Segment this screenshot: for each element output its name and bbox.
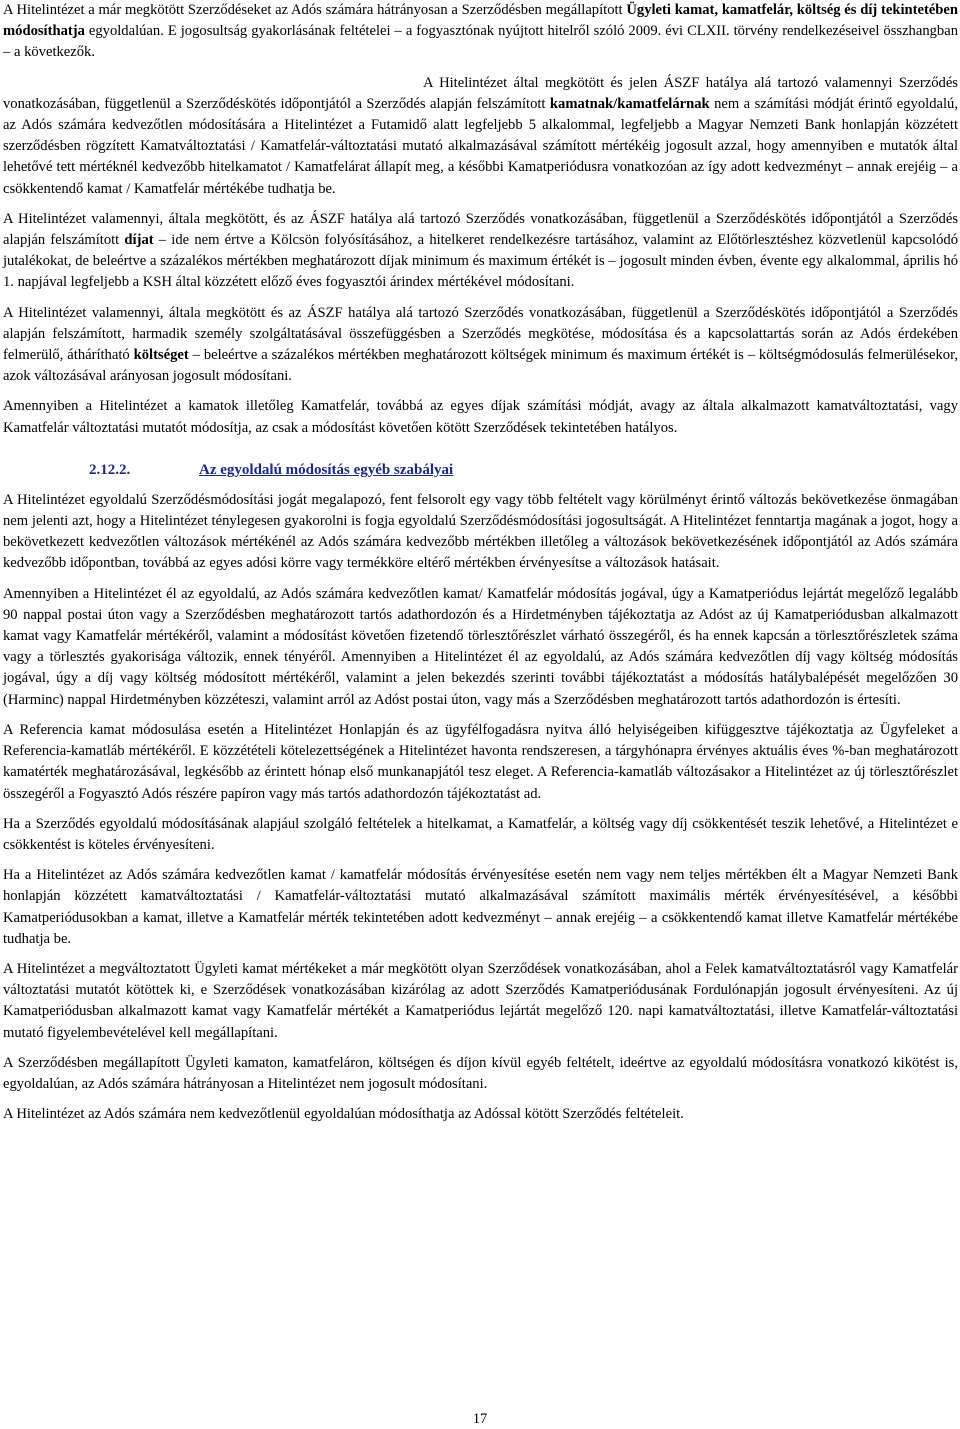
paragraph-fee-modification [3, 209, 958, 294]
paragraph-interest-modification [3, 73, 958, 200]
paragraph-reference-rate: A Referencia kamat módosulása esetén a Hitelintézet Honlapján és az ügyfélfogadásra nyitva álló helyiségeiben kifüggesztve tájékoztatja az Ügyfeleket a Referencia-kamatláb mértékéről. E közzétételi kötelezettségének a Hitelintézet havonta rendszeresen, a tárgyhónapra érvényes aktuális éves %-ban meghatározott kamatérték meghatározásával, legkésőbb az érintett hónap első munkanapjától tesz eleget. A Referencia-kamatláb változásakor a Hitelintézet az új törlesztőrészlet összegéről a Fogyasztó Adós részére papíron vagy más tartós adathordozón tájékoztatást ad. [3, 721, 958, 802]
paragraph-unilateral-modification-intro [3, 0, 958, 64]
paragraph-cost-modification [3, 303, 958, 388]
section-heading [3, 459, 958, 481]
text-run: – ide nem értve a Kölcsön folyósításához, a hitelkeret rendelkezésre tartásához, valamint az Előtörlesztéshez közvetlenül kapcsolódó jutalékokat, de beleértve a százalékos mértékben meghatározott díjak minimum és maximum értékét is – jogosult minden évben, évente egy alkalommal, április hó 1. napjával legfeljebb a KSH által közzétett előző éves fogyasztói árindex mértékével módosítani. [3, 232, 958, 291]
text-run: nem a számítási módját érintő egyoldalú, az Adós számára kedvezőtlen módosítására a Hitelintézet a Futamidő alatt legfeljebb 5 alkalommal, legfeljebb a Magyar Nemzeti Bank honlapján közzétett szerződésben rögzített Kamatváltoztatási / Kamatfelár-változtatási mutató alkalmazásával számított mértékéig jogosult azzal, hogy amennyiben e mutatók által lehetővé tett mértéknél kedvezőbb hitelkamatot / Kamatfelárat állapít meg, a későbbi Kamatperiódusra vonatkozóan az így adott kedvezményt – annak erejéig – a csökkentendő kamat / Kamatfelár mértékébe tudhatja be. [3, 95, 958, 197]
text-run: A Hitelintézet valamennyi, általa megkötött, és az ÁSZF hatálya alá tartozó Szerződés vonatkozásában, függetlenül a Szerződéskötés időpontjától a Szerződés alapján felszámított [3, 210, 958, 249]
bold-text-run: kamatnak/kamatfelárnak [549, 95, 710, 112]
document-page [3, 0, 958, 1134]
text-run: A Hitelintézet által megkötött és jelen ÁSZF hatálya alá tartozó valamennyi Szerződés vonatkozásában, függetlenül a Szerződéskötés időpontjától a Szerződés alapján felszámított [3, 74, 958, 112]
page-number: 17 [472, 1411, 488, 1427]
paragraph-calculation-method-change: Amennyiben a Hitelintézet a kamatok illetőleg Kamatfelár, továbbá az egyes díjak számítási módját, avagy az általa alkalmazott kamatváltoztatási, vagy Kamatfelár változtatási mutatót módosítja, az csak a módosítást követően kötött Szerződések tekintetében hatályos. [3, 398, 958, 436]
paragraph-right-exercise: A Hitelintézet egyoldalú Szerződésmódosítási jogát megalapozó, fent felsorolt egy vagy több feltételt vagy körülményt érintő változás bekövetkezése önmagában nem jelenti azt, hogy a Hitelintézet ténylegesen gyakorolni is fogja egyoldalú Szerződésmódosítási jogosultságát. A Hitelintézet fenntartja magának a jogot, hogy a bekövetkezett kedvezőtlen változások mértékénél az Adós számára kedvezőbb mértékben illetőleg a változások bekövetkezésének időpontjától az Adós számára kedvezőbb időpontban, továbbá az egyes adósi körre vagy termékköre eltérő mértékben érvényesítse a változások hatásait. [3, 491, 958, 572]
section-title: Az egyoldalú módosítás egyéb szabályai [199, 461, 454, 478]
paragraph-other-conditions: A Szerződésben megállapított Ügyleti kamaton, kamatfeláron, költségen és díjon kívül egyéb feltételt, ideértve az egyoldalú módosításra vonatkozó kikötést is, egyoldalúan, az Adós számára hátrányosan a Hitelintézet nem jogosult módosítani. [3, 1054, 958, 1092]
bold-text-run: Ügyleti kamat, kamatfelár, költség és díj tekintetében módosíthatja [3, 2, 958, 40]
section-number: 2.12.2. [89, 461, 131, 478]
text-run: A Hitelintézet valamennyi, általa megkötött és az ÁSZF hatálya alá tartozó Szerződés vonatkozásában, függetlenül a Szerződéskötés időpontjától a Szerződés alapján felszámított, harmadik személy szolgáltatásával összefüggésben a Szerződés megkötése, módosítása és a kapcsolattartás során az Adós érdekében felmerülő, áthárítható [3, 304, 958, 364]
paragraph-favourable-modification: A Hitelintézet az Adós számára nem kedvezőtlenül egyoldalúan módosíthatja az Adóssal kötött Szerződés feltételeit. [3, 1106, 684, 1123]
text-run: egyoldalúan. E jogosultság gyakorlásának feltételei – a fogyasztónak nyújtott hitelről szóló 2009. évi CLXII. törvény rendelkezéseivel összhangban – a következők. [3, 23, 958, 61]
paragraph-notification-rules: Amennyiben a Hitelintézet él az egyoldalú, az Adós számára kedvezőtlen kamat/ Kamatfelár módosítás jogával, úgy a Kamatperiódus lejártát megelőző legalább 90 nappal postai úton vagy a Szerződésben meghatározott tartós adathordozón és a Hirdetményben tájékoztatja az Adóst az új Kamatperiódusban alkalmazott kamat vagy Kamatfelár mértékéről, valamint a módosítást követően fizetendő törlesztőrészlet várható összegéről, és ha ennek kapcsán a törlesztőrészletek száma vagy a törlesztés gyakorisága változik, ennek tényéről. Amennyiben a Hitelintézet él az egyoldalú, az Adós számára kedvezőtlen díj vagy költség módosítás jogával, úgy a díj vagy költség módosított mértékéről, valamint a jelen bekezdés szerinti további tájékoztatást a módosítás hatálybalépését megelőzően 30 (Harminc) nappal Hirdetményben közzéteszi, valamint arról az Adóst postai úton, vagy más a Szerződésben meghatározott tartós adathordozón is értesíti. [3, 585, 958, 708]
text-run: A Hitelintézet a már megkötött Szerződéseket az Adós számára hátrányosan a Szerződésben megállapított [3, 2, 627, 18]
bold-text-run: költséget [133, 347, 189, 364]
text-run: – beleértve a százalékos mértékben meghatározott költségek minimum és maximum értékét is – költségmódosulás felmerülésekor, azok változásával arányosan jogosult módosítani. [3, 347, 959, 385]
paragraph-decrease-obligation: Ha a Szerződés egyoldalú módosításának alapjául szolgáló feltételek a hitelkamat, a Kamatfelár, a költség vagy díj csökkentését teszik lehetővé, a Hitelintézet e csökkentést is köteles érvényesíteni. [3, 815, 958, 853]
paragraph-turning-date: A Hitelintézet a megváltoztatott Ügyleti kamat mértékeket a már megkötött olyan Szerződések vonatkozásában, ahol a Felek kamatváltoztatásról vagy Kamatfelár változtatási mutatót kötöttek ki, e Szerződések vonatkozásában kizárólag az adott Szerződés Kamatperiódusának Fordulónapján jogosult érvényesíteni. Az új Kamatperiódusban alkalmazott kamat vagy Kamatfelár mértékét a Kamatperiódus lejártát megelőző 120. napi kamatváltoztatási, illetve Kamatfelár-változtatási mutató figyelembevételével kell megállapítani. [3, 960, 958, 1041]
bold-text-run: díjat [124, 232, 154, 249]
paragraph-discount-credit: Ha a Hitelintézet az Adós számára kedvezőtlen kamat / kamatfelár módosítás érvényesítése esetén nem vagy nem teljes mértékben élt a Magyar Nemzeti Bank honlapján közzétett kamatváltoztatási / Kamatfelár-változtatási mutató alkalmazásával számított maximális mérték érvényesítésével, a későbbi Kamatperiódusokban a kamat, illetve a Kamatfelár mérték tekintetében adott kedvezményt – annak erejéig – a csökkentendő kamat illetve Kamatfelár mértékébe tudhatja be. [3, 867, 958, 947]
